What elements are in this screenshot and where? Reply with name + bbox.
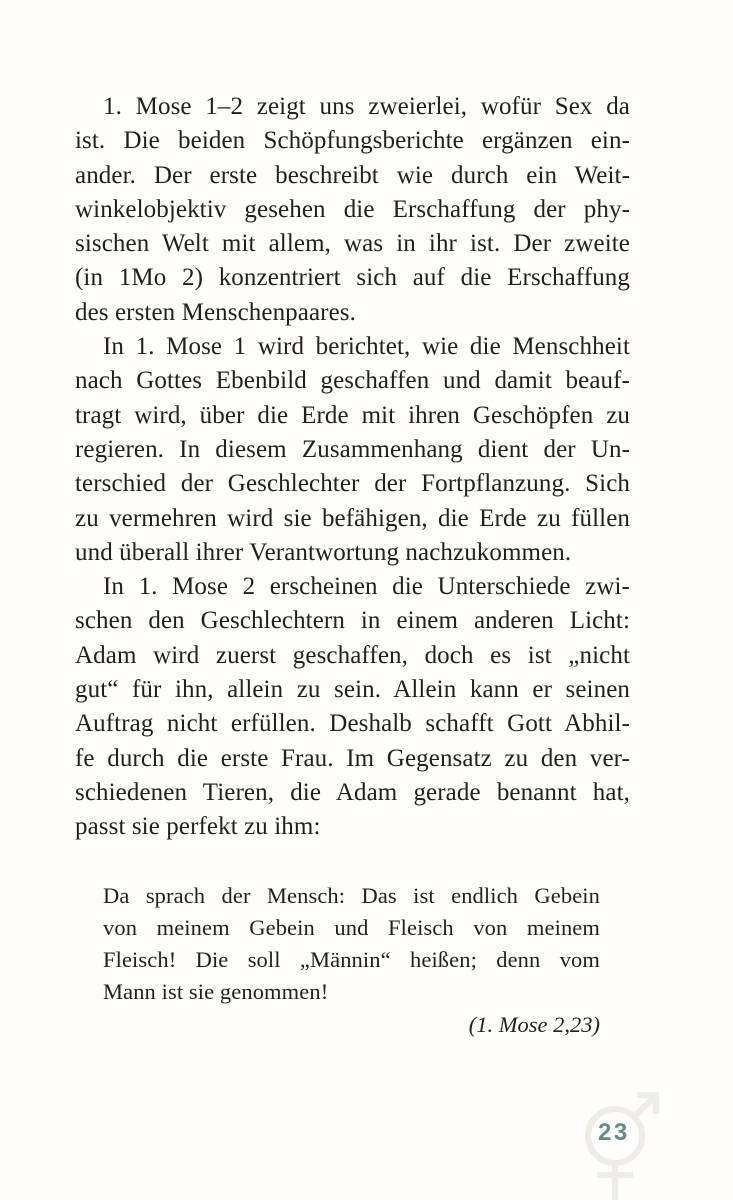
paragraph-1: [75, 90, 630, 330]
text-line: passt sie perfekt zu ihm:: [75, 813, 321, 841]
text-line: Da sprach der Mensch: Das ist endlich Gebein: [103, 882, 600, 908]
text-line: (in 1Mo 2) konzentriert sich auf die Erschaffung: [75, 264, 630, 292]
text-line: Fleisch! Die soll „Männin“ heißen; denn vom: [103, 947, 600, 973]
mars-venus-gender-icon: [540, 1040, 733, 1200]
text-line: ist. Die beiden Schöpfungsberichte ergänzen ein-: [75, 127, 630, 155]
text-line: von meinem Gebein und Fleisch von meinem: [103, 914, 600, 940]
text-line: ander. Der erste beschreibt wie durch ein Weit-: [75, 161, 630, 189]
bible-quote: [103, 880, 600, 1009]
text-line: nach Gottes Ebenbild geschaffen und damit beauf-: [75, 367, 630, 395]
text-line: terschied der Geschlechter der Fortpflanzung. Sich: [75, 470, 630, 498]
text-line: Auftrag nicht erfüllen. Deshalb schafft Gott Abhil-: [75, 710, 630, 738]
text-line: schen den Geschlechtern in einem anderen Licht:: [75, 607, 630, 635]
text-line: und überall ihrer Verantwortung nachzukommen.: [75, 538, 572, 566]
text-line: In 1. Mose 2 erscheinen die Unterschiede zwi-: [103, 573, 630, 601]
text-line: sischen Welt mit allem, was in ihr ist. Der zweite: [75, 230, 630, 258]
paragraph-3: [75, 570, 630, 844]
text-line: winkelobjektiv gesehen die Erschaffung der phy-: [75, 195, 630, 223]
paragraph-2: [75, 330, 630, 570]
page-number: 23: [598, 1119, 630, 1146]
text-line: Mann ist sie genommen!: [103, 979, 329, 1005]
text-line: schiedenen Tieren, die Adam gerade benannt hat,: [75, 778, 630, 806]
text-line: regieren. In diesem Zusammenhang dient der Un-: [75, 435, 630, 463]
text-line: fe durch die erste Frau. Im Gegensatz zu den ver-: [75, 744, 630, 772]
text-line: In 1. Mose 1 wird berichtet, wie die Menschheit: [103, 333, 630, 361]
text-line: 1. Mose 1–2 zeigt uns zweierlei, wofür Sex da: [103, 93, 630, 120]
text-line: des ersten Menschenpaares.: [75, 298, 356, 326]
mars-arrow-shaft: [635, 1098, 653, 1116]
text-line: tragt wird, über die Erde mit ihren Geschöpfen zu: [75, 401, 630, 429]
text-line: Adam wird zuerst geschaffen, doch es ist „nicht: [75, 641, 630, 669]
page-text-block: [75, 90, 630, 1041]
text-line: gut“ für ihn, allein zu sein. Allein kann er seinen: [75, 676, 630, 704]
text-line: zu vermehren wird sie befähigen, die Erde zu füllen: [75, 504, 630, 532]
quote-citation: (1. Mose 2,23): [468, 1011, 600, 1037]
